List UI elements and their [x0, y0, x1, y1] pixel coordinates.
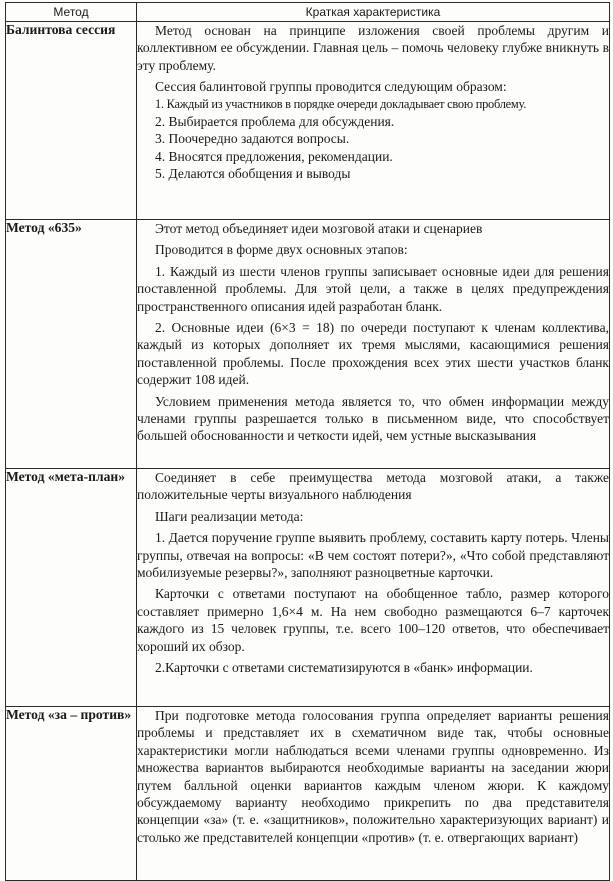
header-description: Краткая характеристика [137, 3, 610, 22]
description-paragraph: Карточки с ответами поступают на обобщенное табло, размер которого составляет примерно 1,6×4 м. На нем свободно размещаются 6–7 карточек каждого из 15 человек группы, т.е. всего 100–120 ответов, что обеспечивает хороший их обзор. [137, 586, 609, 654]
method-name: Метод «635» [6, 220, 137, 469]
list-item: 1. Каждый из участников в порядке очереди докладывает свою проблему. [155, 96, 527, 111]
description-paragraph: Метод основан на принципе изложения своей проблемы другим и коллективном ее обсуждении. Главная цель – помочь человеку глубже вникнуть в эту проблему. [137, 23, 609, 73]
description-paragraph: Шаги реализации метода: [155, 508, 304, 524]
description-paragraph: 1. Дается поручение группе выявить проблему, составить карту потерь. Члены группы, отвечая на вопросы: «В чем состоят потери?», «Что собой представляют мобилизуемые резервы?», заполняют разноцветные карточки. [137, 530, 609, 581]
description-paragraph: Этот метод объединяет идеи мозговой атаки и сценариев [155, 221, 483, 236]
table-row [6, 707, 610, 881]
header-method: Метод [6, 3, 137, 22]
list-item: 4. Вносятся предложения, рекомендации. [155, 148, 393, 164]
table-row [6, 22, 610, 220]
description-paragraph: Условием применения метода является то, что обмен информации между членами группы разрешается только в письменном виде, что способствует большей обоснованности и четкости идей, чем устные высказывания [137, 393, 609, 444]
list-item: 2. Выбирается проблема для обсуждения. [155, 114, 395, 130]
description-paragraph: 1. Каждый из шести членов группы записывает основные идеи для решения поставленной проблемы. Для этой цели, а также в целях предупреждения пространственного описания идей разработан бланк. [137, 263, 609, 314]
method-name: Метод «мета-план» [6, 469, 137, 707]
methods-table [5, 2, 610, 881]
description-paragraph: При подготовке метода голосования группа определяет варианты решения проблемы и представляет их в схематичном виде так, чтобы основные характеристики могли наблюдаться всеми членами группы одновременно. Из множества вариантов выбираются необходимые варианты на заседании жюри путем балльной оценки вариантов каждым членом жюри. К каждому обсуждаемому варианту необходимо прикрепить по два представителя концепции «за» (т. е. «защитников», положительно характеризующих вариант) и столько же представителей концепции «против» (т. е. отвергающих вариант) [137, 708, 609, 845]
table-header-row [6, 3, 610, 22]
method-name: Метод «за – против» [6, 707, 137, 881]
table-row [6, 469, 610, 707]
method-description [137, 220, 610, 469]
method-description [137, 22, 610, 220]
table-row [6, 220, 610, 469]
description-paragraph: 2. Основные идеи (6×3 = 18) по очереди поступают к членам коллектива, каждый из которых дополняет их тремя мыслями, касающимися решения поставленной проблемы. После прохождения всех этих шести участков бланк содержит 108 идей. [137, 320, 609, 388]
description-paragraph: 2.Карточки с ответами систематизируются в «банк» информации. [155, 660, 533, 676]
description-paragraph: Проводится в форме двух основных этапов: [155, 242, 408, 258]
method-description [137, 469, 610, 707]
list-item: 5. Делаются обобщения и выводы [155, 166, 351, 182]
list-item: 3. Поочередно задаются вопросы. [155, 131, 350, 147]
method-description [137, 707, 610, 881]
description-paragraph: Сессия балинтовой группы проводится следующим образом: [155, 79, 507, 95]
description-paragraph: Соединяет в себе преимущества метода мозговой атаки, а также положительные черты визуального наблюдения [137, 470, 609, 503]
method-name: Балинтова сессия [6, 22, 137, 220]
